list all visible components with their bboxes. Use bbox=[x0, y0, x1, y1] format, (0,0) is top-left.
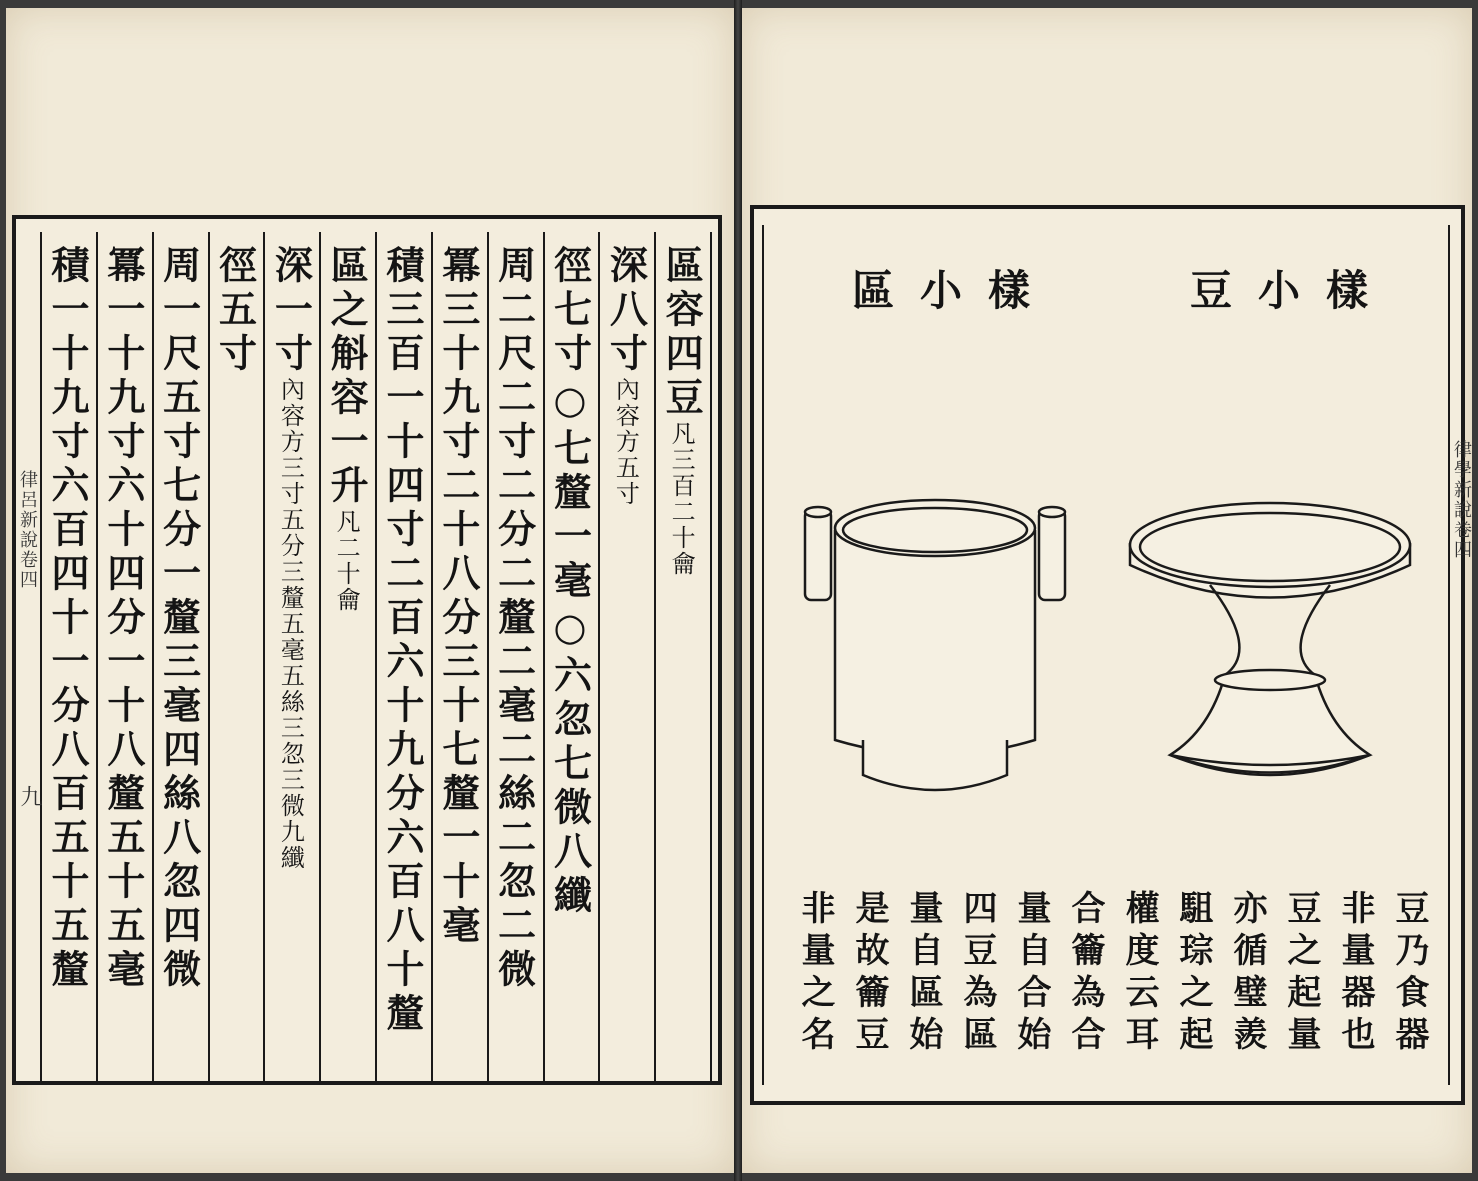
right-inner-rule bbox=[762, 225, 764, 1085]
column-main-text: 徑五寸 bbox=[212, 245, 258, 377]
body-column: 量自合始 bbox=[1011, 890, 1051, 1058]
text-column bbox=[268, 245, 314, 871]
column-rule bbox=[208, 232, 210, 1082]
column-main-text: 周一尺五寸七分一釐三毫四絲八忽四微 bbox=[156, 245, 202, 993]
body-column: 量自區始 bbox=[903, 890, 943, 1058]
column-main-text: 周二尺二寸二分二釐二毫二絲二忽二微 bbox=[491, 245, 537, 993]
body-column: 豆乃食器 bbox=[1389, 890, 1429, 1058]
text-column bbox=[491, 245, 537, 993]
column-rule bbox=[487, 232, 489, 1082]
column-main-text: 徑七寸○七釐一毫○六忽七微八纖 bbox=[547, 245, 593, 919]
text-column bbox=[156, 245, 202, 993]
caption-ou-model: 區小樣 bbox=[852, 266, 1057, 315]
body-column: 權度云耳 bbox=[1119, 890, 1159, 1058]
text-column bbox=[435, 245, 481, 949]
body-column: 駔琮之起 bbox=[1173, 890, 1213, 1058]
body-column: 非量器也 bbox=[1335, 890, 1375, 1058]
column-rule bbox=[598, 232, 600, 1082]
left-margin-title: 律呂新說卷四 bbox=[17, 470, 38, 590]
column-note-text: 內容方三寸五分三釐五毫五絲三忽三微九纖 bbox=[276, 377, 305, 871]
column-main-text: 深八寸 bbox=[603, 245, 649, 377]
ou-vessel-drawing bbox=[795, 470, 1075, 810]
column-note-text: 內容方五寸 bbox=[611, 377, 640, 507]
column-note-text: 凡三百二十龠 bbox=[667, 421, 696, 577]
text-column bbox=[659, 245, 705, 577]
body-column: 豆之起量 bbox=[1281, 890, 1321, 1058]
column-main-text: 積一十九寸六百四十一分八百五十五釐 bbox=[45, 245, 90, 993]
column-main-text: 區容四豆 bbox=[659, 245, 705, 421]
text-column bbox=[547, 245, 593, 919]
column-rule bbox=[152, 232, 154, 1082]
column-rule bbox=[375, 232, 377, 1082]
column-rule bbox=[96, 232, 98, 1082]
text-column bbox=[324, 245, 370, 613]
right-margin-title: 律學新說卷四 bbox=[1451, 440, 1472, 560]
text-column bbox=[45, 245, 90, 993]
body-column: 四豆為區 bbox=[957, 890, 997, 1058]
body-column: 是故籥豆 bbox=[849, 890, 889, 1058]
column-rule bbox=[40, 232, 42, 1082]
column-main-text: 積三百一十四寸二百六十九分六百八十釐 bbox=[380, 245, 425, 1037]
column-rule bbox=[263, 232, 265, 1082]
column-rule bbox=[710, 232, 712, 1082]
text-column bbox=[380, 245, 425, 1037]
column-main-text: 冪三十九寸二十八分三十七釐一十毫 bbox=[435, 245, 481, 949]
body-column: 非量之名 bbox=[795, 890, 835, 1058]
body-column: 合籥為合 bbox=[1065, 890, 1105, 1058]
column-main-text: 區之斛容一升 bbox=[324, 245, 370, 509]
column-main-text: 深一寸 bbox=[268, 245, 314, 377]
body-column: 亦循璧羨 bbox=[1227, 890, 1267, 1058]
column-rule bbox=[543, 232, 545, 1082]
column-rule bbox=[654, 232, 656, 1082]
column-rule bbox=[319, 232, 321, 1082]
column-note-text: 凡二十龠 bbox=[332, 509, 361, 613]
dou-vessel-drawing bbox=[1120, 490, 1420, 790]
caption-dou-model: 豆小樣 bbox=[1190, 266, 1395, 315]
text-column bbox=[603, 245, 649, 507]
column-main-text: 冪一十九寸六十四分一十八釐五十五毫 bbox=[100, 245, 146, 993]
right-inner-rule bbox=[1448, 225, 1450, 1085]
book-spine bbox=[734, 0, 742, 1181]
column-rule bbox=[431, 232, 433, 1082]
left-page-number: 九 bbox=[17, 785, 42, 807]
text-column bbox=[212, 245, 258, 377]
text-column bbox=[100, 245, 146, 993]
